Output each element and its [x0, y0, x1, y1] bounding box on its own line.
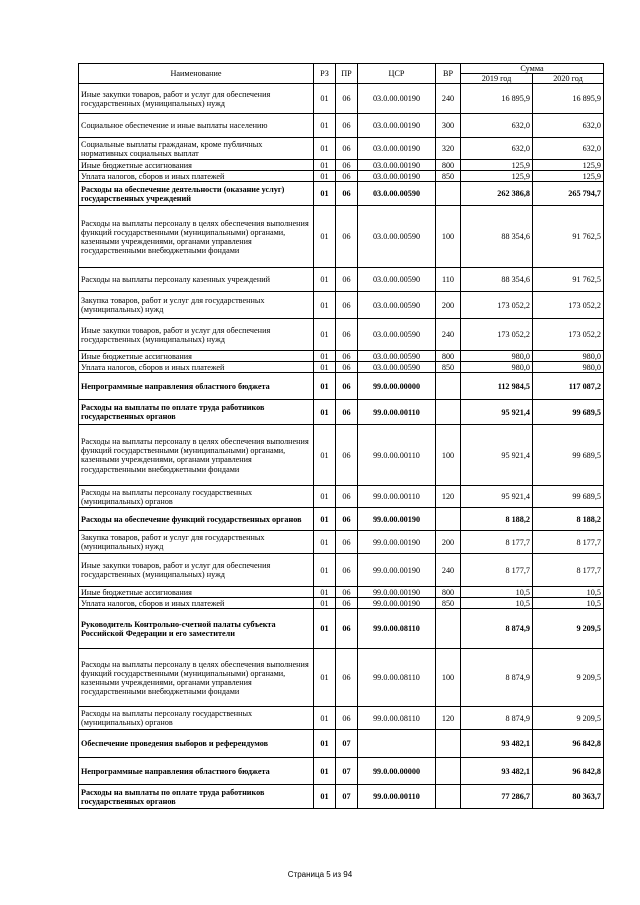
row-name-cell: Обеспечение проведения выборов и референдумов [79, 730, 314, 758]
row-pr-cell: 06 [336, 400, 358, 425]
row-pr-cell: 06 [336, 425, 358, 486]
row-rz-cell: 01 [314, 758, 336, 785]
row-rz-cell: 01 [314, 598, 336, 609]
table-row [79, 730, 604, 758]
row-csr-cell: 99.0.00.00190 [358, 531, 436, 554]
row-pr-cell: 06 [336, 649, 358, 707]
row-csr-cell: 03.0.00.00590 [358, 182, 436, 206]
row-vr-cell: 800 [436, 160, 461, 171]
table-row [79, 707, 604, 730]
row-csr-cell: 99.0.00.00110 [358, 400, 436, 425]
row-vr-cell: 850 [436, 598, 461, 609]
row-vr-cell [436, 785, 461, 809]
row-2019-cell: 632,0 [461, 138, 533, 160]
table-row [79, 160, 604, 171]
row-vr-cell [436, 508, 461, 531]
row-rz-cell: 01 [314, 268, 336, 292]
table-row [79, 400, 604, 425]
row-2019-cell: 10,5 [461, 587, 533, 598]
row-vr-cell [436, 609, 461, 649]
row-csr-cell: 03.0.00.00590 [358, 362, 436, 373]
row-csr-cell: 99.0.00.00000 [358, 373, 436, 400]
row-2019-cell: 262 386,8 [461, 182, 533, 206]
row-rz-cell: 01 [314, 400, 336, 425]
row-2020-cell: 99 689,5 [533, 486, 604, 508]
row-name-cell: Расходы на выплаты персоналу казенных учреждений [79, 268, 314, 292]
row-pr-cell: 06 [336, 486, 358, 508]
row-2020-cell: 10,5 [533, 587, 604, 598]
row-csr-cell: 99.0.00.00190 [358, 508, 436, 531]
row-2019-cell: 173 052,2 [461, 292, 533, 319]
row-rz-cell: 01 [314, 554, 336, 587]
row-name-cell: Иные закупки товаров, работ и услуг для обеспечения государственных (муниципальных) нужд [79, 319, 314, 351]
row-2019-cell: 95 921,4 [461, 486, 533, 508]
table-row [79, 84, 604, 114]
row-pr-cell: 06 [336, 171, 358, 182]
row-rz-cell: 01 [314, 182, 336, 206]
row-pr-cell: 06 [336, 84, 358, 114]
row-pr-cell: 06 [336, 319, 358, 351]
row-name-cell: Иные бюджетные ассигнования [79, 160, 314, 171]
row-vr-cell: 800 [436, 587, 461, 598]
row-2019-cell: 112 984,5 [461, 373, 533, 400]
row-pr-cell: 06 [336, 609, 358, 649]
table-row [79, 373, 604, 400]
row-2020-cell: 632,0 [533, 138, 604, 160]
row-pr-cell: 06 [336, 362, 358, 373]
row-2019-cell: 173 052,2 [461, 319, 533, 351]
row-2020-cell: 96 842,8 [533, 758, 604, 785]
row-vr-cell: 100 [436, 649, 461, 707]
row-rz-cell: 01 [314, 138, 336, 160]
table-row [79, 486, 604, 508]
row-rz-cell: 01 [314, 362, 336, 373]
row-name-cell: Руководитель Контрольно-счетной палаты субъекта Российской Федерации и его заместители [79, 609, 314, 649]
table-row [79, 425, 604, 486]
table-row [79, 268, 604, 292]
table-row [79, 758, 604, 785]
row-pr-cell: 07 [336, 758, 358, 785]
table-row [79, 609, 604, 649]
row-2020-cell: 8 188,2 [533, 508, 604, 531]
table-row [79, 182, 604, 206]
row-csr-cell: 03.0.00.00190 [358, 138, 436, 160]
row-2020-cell: 173 052,2 [533, 292, 604, 319]
row-csr-cell: 03.0.00.00190 [358, 171, 436, 182]
row-2020-cell: 99 689,5 [533, 400, 604, 425]
row-vr-cell: 100 [436, 425, 461, 486]
header-year-2019: 2019 год [461, 74, 533, 84]
row-csr-cell: 03.0.00.00590 [358, 319, 436, 351]
row-rz-cell: 01 [314, 609, 336, 649]
header-pr: ПР [336, 64, 358, 84]
row-rz-cell: 01 [314, 587, 336, 598]
row-name-cell: Закупка товаров, работ и услуг для государственных (муниципальных) нужд [79, 531, 314, 554]
row-2019-cell: 10,5 [461, 598, 533, 609]
table-row [79, 598, 604, 609]
row-vr-cell: 240 [436, 319, 461, 351]
row-2020-cell: 173 052,2 [533, 319, 604, 351]
row-name-cell: Непрограммные направления областного бюджета [79, 373, 314, 400]
table-row [79, 508, 604, 531]
row-rz-cell: 01 [314, 785, 336, 809]
row-2019-cell: 8 177,7 [461, 531, 533, 554]
row-name-cell: Расходы на обеспечение функций государственных органов [79, 508, 314, 531]
row-name-cell: Социальное обеспечение и иные выплаты населению [79, 114, 314, 138]
header-year-2020: 2020 год [533, 74, 604, 84]
row-2020-cell: 125,9 [533, 171, 604, 182]
row-csr-cell: 99.0.00.00110 [358, 785, 436, 809]
row-name-cell: Расходы на выплаты персоналу в целях обеспечения выполнения функций государственными (муниципальными) органами, казенными учреждениями, органами управления государственными внебюджетными фондами [79, 425, 314, 486]
row-2020-cell: 10,5 [533, 598, 604, 609]
row-pr-cell: 06 [336, 554, 358, 587]
row-2020-cell: 8 177,7 [533, 531, 604, 554]
row-rz-cell: 01 [314, 707, 336, 730]
row-2020-cell: 980,0 [533, 351, 604, 362]
table-row [79, 362, 604, 373]
row-name-cell: Закупка товаров, работ и услуг для государственных (муниципальных) нужд [79, 292, 314, 319]
row-rz-cell: 01 [314, 84, 336, 114]
row-csr-cell: 99.0.00.00110 [358, 486, 436, 508]
row-2019-cell: 632,0 [461, 114, 533, 138]
row-pr-cell: 06 [336, 373, 358, 400]
row-name-cell: Иные бюджетные ассигнования [79, 351, 314, 362]
row-vr-cell: 120 [436, 707, 461, 730]
row-2019-cell: 980,0 [461, 351, 533, 362]
row-csr-cell: 99.0.00.00190 [358, 598, 436, 609]
row-2020-cell: 96 842,8 [533, 730, 604, 758]
row-pr-cell: 07 [336, 785, 358, 809]
row-rz-cell: 01 [314, 171, 336, 182]
table-row [79, 785, 604, 809]
row-pr-cell: 06 [336, 292, 358, 319]
row-2019-cell: 8 188,2 [461, 508, 533, 531]
row-pr-cell: 06 [336, 351, 358, 362]
row-name-cell: Расходы на выплаты персоналу в целях обеспечения выполнения функций государственными (муниципальными) органами, казенными учреждениями, органами управления государственными внебюджетными фондами [79, 649, 314, 707]
row-pr-cell: 06 [336, 587, 358, 598]
row-vr-cell: 110 [436, 268, 461, 292]
row-vr-cell: 850 [436, 171, 461, 182]
header-sum: Сумма [461, 64, 604, 74]
row-2019-cell: 8 177,7 [461, 554, 533, 587]
table-row [79, 292, 604, 319]
row-2020-cell: 265 794,7 [533, 182, 604, 206]
row-2020-cell: 8 177,7 [533, 554, 604, 587]
row-name-cell: Непрограммные направления областного бюджета [79, 758, 314, 785]
table-row [79, 351, 604, 362]
row-2020-cell: 632,0 [533, 114, 604, 138]
row-name-cell: Социальные выплаты гражданам, кроме публичных нормативных социальных выплат [79, 138, 314, 160]
row-2020-cell: 117 087,2 [533, 373, 604, 400]
row-vr-cell: 300 [436, 114, 461, 138]
row-name-cell: Расходы на выплаты по оплате труда работников государственных органов [79, 400, 314, 425]
row-2019-cell: 8 874,9 [461, 707, 533, 730]
table-row [79, 114, 604, 138]
header-csr: ЦСР [358, 64, 436, 84]
row-vr-cell: 240 [436, 84, 461, 114]
row-rz-cell: 01 [314, 319, 336, 351]
row-rz-cell: 01 [314, 114, 336, 138]
row-2019-cell: 88 354,6 [461, 206, 533, 268]
row-csr-cell [358, 730, 436, 758]
row-name-cell: Уплата налогов, сборов и иных платежей [79, 598, 314, 609]
row-rz-cell: 01 [314, 351, 336, 362]
table-row [79, 319, 604, 351]
row-name-cell: Расходы на обеспечение деятельности (оказание услуг) государственных учреждений [79, 182, 314, 206]
row-vr-cell: 200 [436, 531, 461, 554]
row-2020-cell: 80 363,7 [533, 785, 604, 809]
row-vr-cell: 850 [436, 362, 461, 373]
row-rz-cell: 01 [314, 730, 336, 758]
row-vr-cell: 200 [436, 292, 461, 319]
row-2019-cell: 125,9 [461, 171, 533, 182]
row-2019-cell: 95 921,4 [461, 425, 533, 486]
row-vr-cell: 120 [436, 486, 461, 508]
row-rz-cell: 01 [314, 508, 336, 531]
row-name-cell: Уплата налогов, сборов и иных платежей [79, 171, 314, 182]
row-2019-cell: 980,0 [461, 362, 533, 373]
header-rz: РЗ [314, 64, 336, 84]
table-row [79, 531, 604, 554]
row-rz-cell: 01 [314, 160, 336, 171]
row-vr-cell: 240 [436, 554, 461, 587]
row-rz-cell: 01 [314, 425, 336, 486]
row-2019-cell: 88 354,6 [461, 268, 533, 292]
row-2020-cell: 91 762,5 [533, 268, 604, 292]
row-pr-cell: 06 [336, 707, 358, 730]
row-2020-cell: 91 762,5 [533, 206, 604, 268]
row-pr-cell: 06 [336, 114, 358, 138]
row-csr-cell: 03.0.00.00190 [358, 160, 436, 171]
row-rz-cell: 01 [314, 486, 336, 508]
table-row [79, 587, 604, 598]
row-pr-cell: 06 [336, 138, 358, 160]
row-csr-cell: 99.0.00.08110 [358, 609, 436, 649]
budget-table [78, 63, 604, 809]
row-csr-cell: 03.0.00.00590 [358, 206, 436, 268]
page-footer: Страница 5 из 94 [287, 870, 353, 879]
row-name-cell: Иные закупки товаров, работ и услуг для обеспечения государственных (муниципальных) нужд [79, 554, 314, 587]
table-body [79, 84, 604, 809]
row-pr-cell: 06 [336, 268, 358, 292]
row-vr-cell: 100 [436, 206, 461, 268]
row-rz-cell: 01 [314, 649, 336, 707]
row-csr-cell: 99.0.00.00190 [358, 554, 436, 587]
row-vr-cell: 800 [436, 351, 461, 362]
row-csr-cell: 99.0.00.00000 [358, 758, 436, 785]
row-pr-cell: 06 [336, 598, 358, 609]
row-name-cell: Расходы на выплаты по оплате труда работников государственных органов [79, 785, 314, 809]
row-2020-cell: 980,0 [533, 362, 604, 373]
row-vr-cell [436, 730, 461, 758]
row-name-cell: Иные бюджетные ассигнования [79, 587, 314, 598]
row-2019-cell: 93 482,1 [461, 730, 533, 758]
table-row [79, 206, 604, 268]
row-2020-cell: 99 689,5 [533, 425, 604, 486]
row-name-cell: Расходы на выплаты персоналу государственных (муниципальных) органов [79, 707, 314, 730]
row-2019-cell: 77 286,7 [461, 785, 533, 809]
row-csr-cell: 03.0.00.00590 [358, 351, 436, 362]
row-vr-cell [436, 182, 461, 206]
header-vr: ВР [436, 64, 461, 84]
row-vr-cell [436, 758, 461, 785]
row-name-cell: Расходы на выплаты персоналу государственных (муниципальных) органов [79, 486, 314, 508]
row-2019-cell: 8 874,9 [461, 649, 533, 707]
table-row [79, 649, 604, 707]
row-csr-cell: 03.0.00.00190 [358, 114, 436, 138]
row-csr-cell: 99.0.00.00190 [358, 587, 436, 598]
row-csr-cell: 03.0.00.00590 [358, 268, 436, 292]
row-rz-cell: 01 [314, 206, 336, 268]
row-2019-cell: 16 895,9 [461, 84, 533, 114]
row-rz-cell: 01 [314, 531, 336, 554]
row-2020-cell: 16 895,9 [533, 84, 604, 114]
row-rz-cell: 01 [314, 292, 336, 319]
row-2019-cell: 95 921,4 [461, 400, 533, 425]
row-vr-cell [436, 400, 461, 425]
row-name-cell: Иные закупки товаров, работ и услуг для обеспечения государственных (муниципальных) нужд [79, 84, 314, 114]
row-2020-cell: 9 209,5 [533, 649, 604, 707]
row-csr-cell: 03.0.00.00590 [358, 292, 436, 319]
table-row [79, 171, 604, 182]
table-row [79, 554, 604, 587]
row-vr-cell: 320 [436, 138, 461, 160]
row-rz-cell: 01 [314, 373, 336, 400]
row-2020-cell: 9 209,5 [533, 609, 604, 649]
row-name-cell: Расходы на выплаты персоналу в целях обеспечения выполнения функций государственными (муниципальными) органами, казенными учреждениями, органами управления государственными внебюджетными фондами [79, 206, 314, 268]
header-name: Наименование [79, 64, 314, 84]
row-pr-cell: 06 [336, 182, 358, 206]
row-2020-cell: 125,9 [533, 160, 604, 171]
row-csr-cell: 99.0.00.08110 [358, 707, 436, 730]
row-csr-cell: 99.0.00.08110 [358, 649, 436, 707]
row-pr-cell: 06 [336, 206, 358, 268]
row-2019-cell: 8 874,9 [461, 609, 533, 649]
row-csr-cell: 99.0.00.00110 [358, 425, 436, 486]
row-2020-cell: 9 209,5 [533, 707, 604, 730]
row-pr-cell: 06 [336, 160, 358, 171]
row-pr-cell: 06 [336, 508, 358, 531]
row-csr-cell: 03.0.00.00190 [358, 84, 436, 114]
row-2019-cell: 125,9 [461, 160, 533, 171]
row-vr-cell [436, 373, 461, 400]
row-2019-cell: 93 482,1 [461, 758, 533, 785]
row-pr-cell: 06 [336, 531, 358, 554]
table-row [79, 138, 604, 160]
row-pr-cell: 07 [336, 730, 358, 758]
row-name-cell: Уплата налогов, сборов и иных платежей [79, 362, 314, 373]
